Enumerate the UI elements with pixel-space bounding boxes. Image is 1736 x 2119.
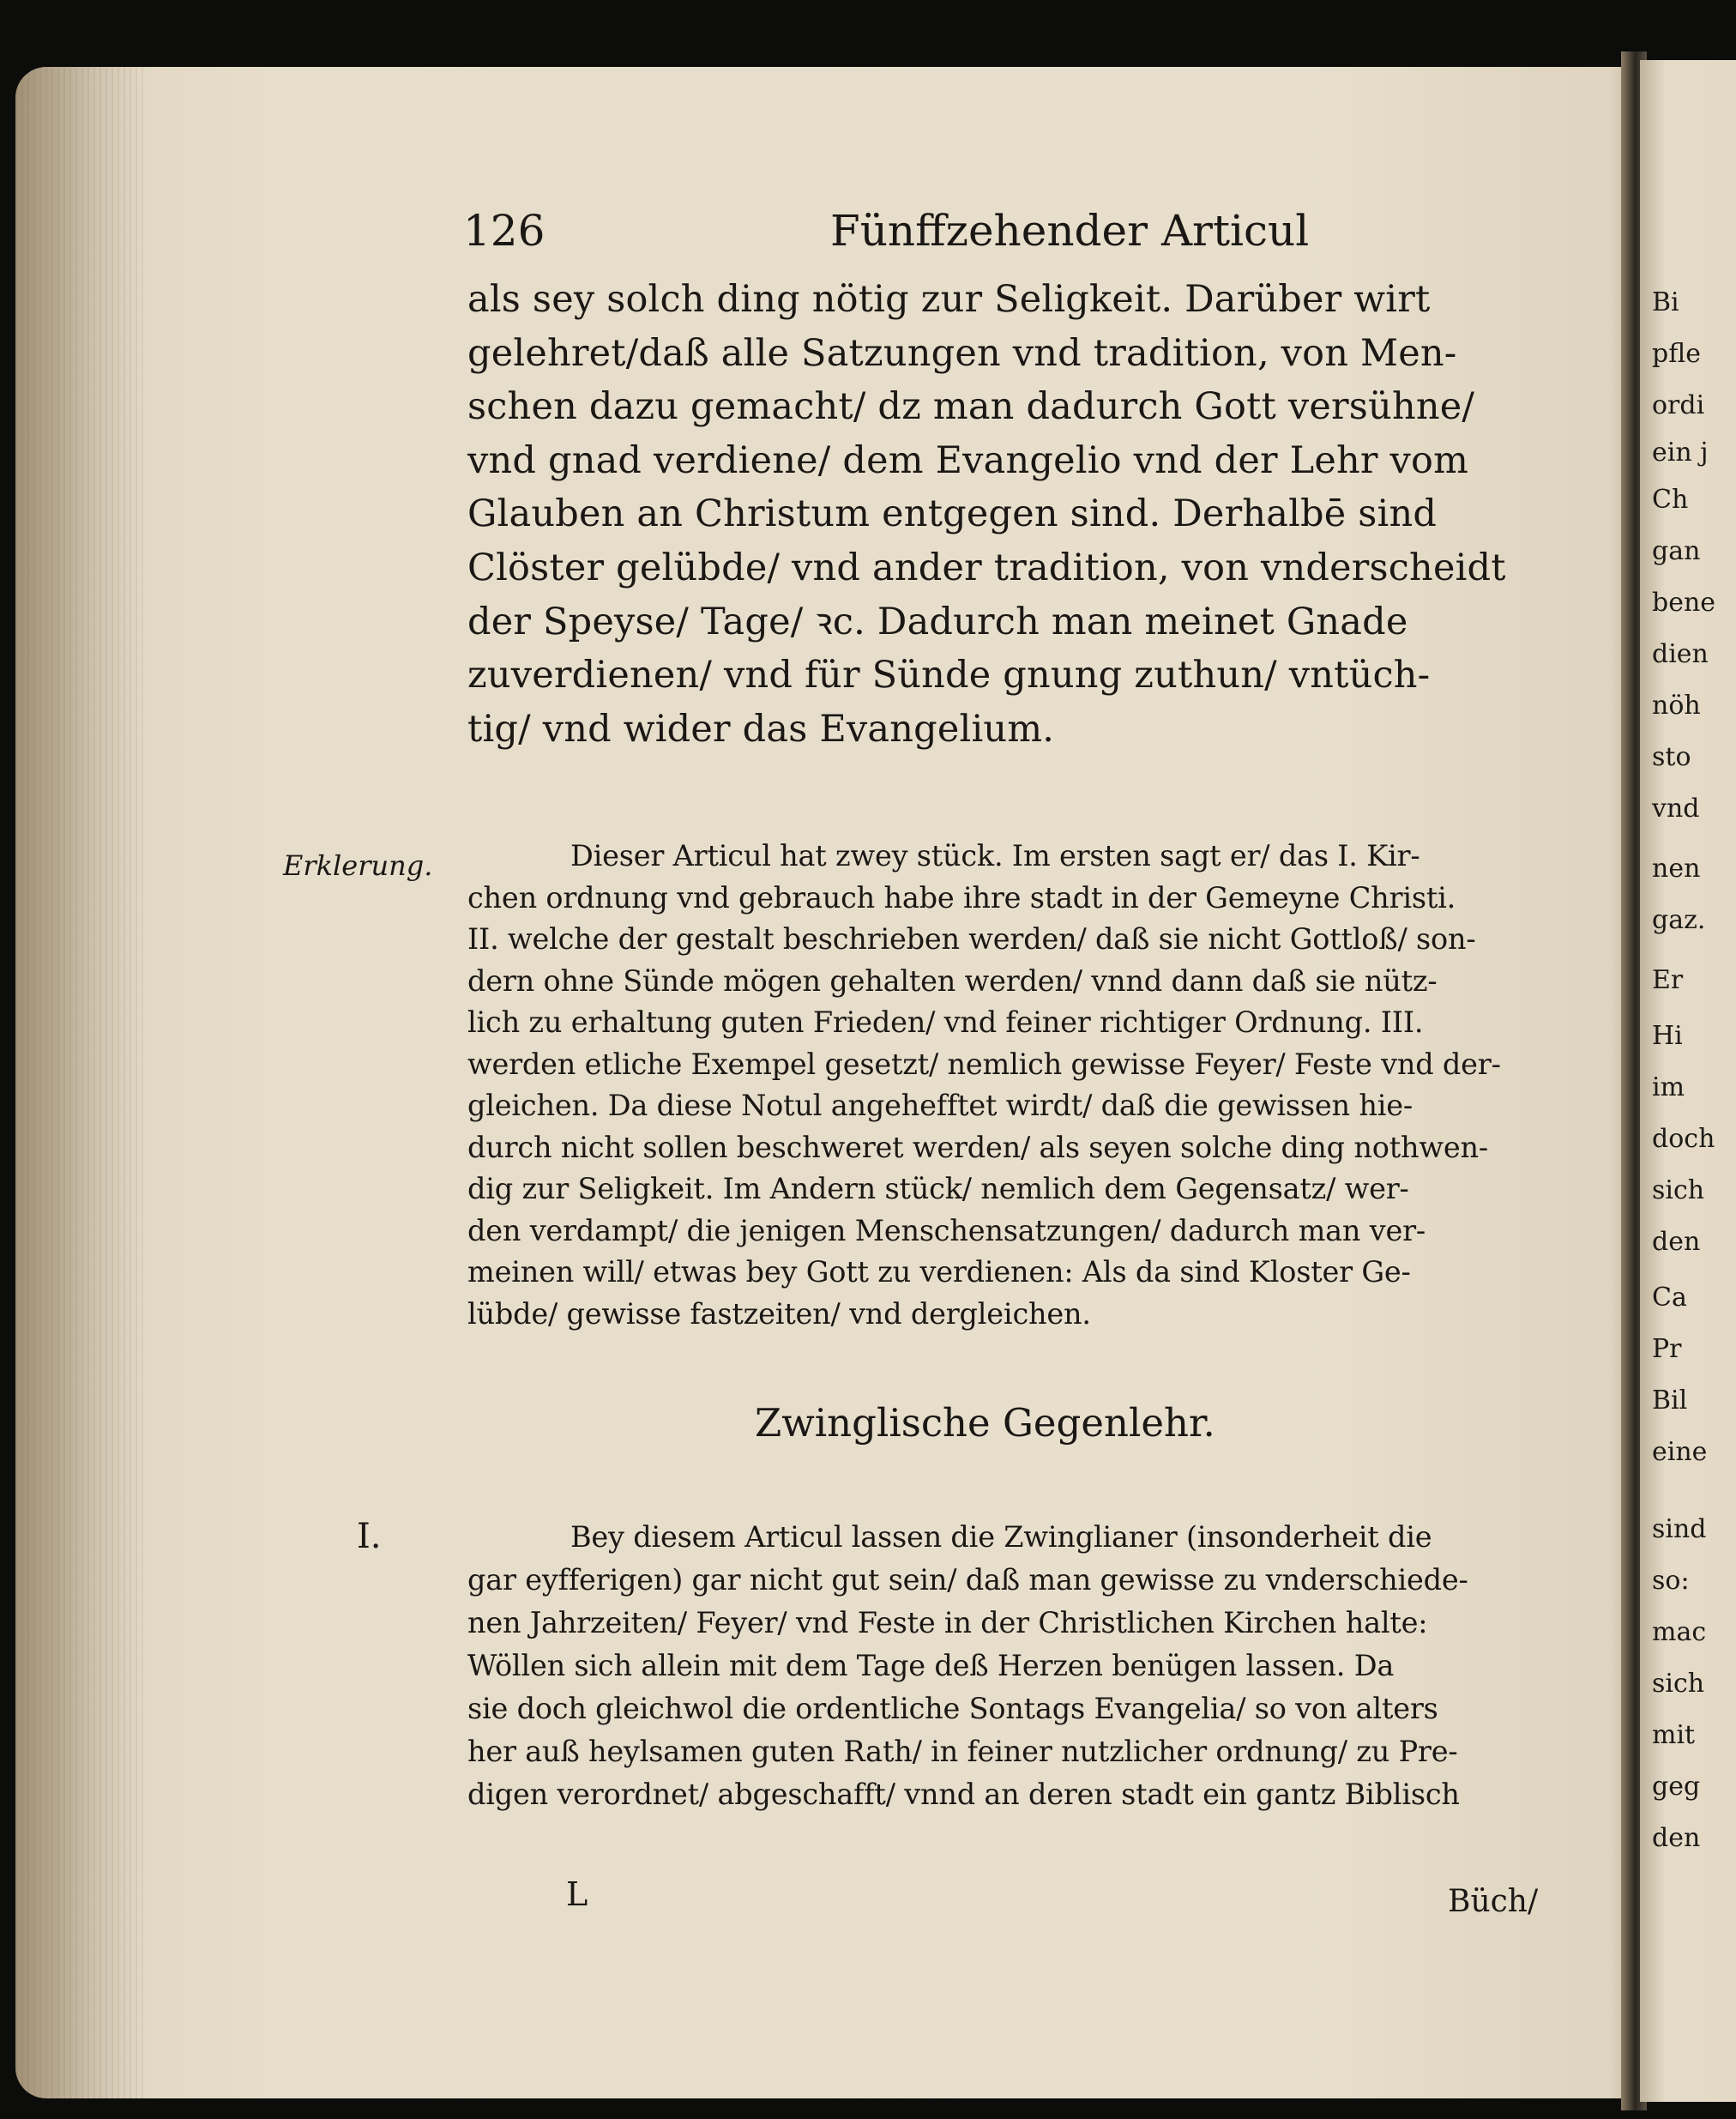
section-heading: Zwinglische Gegenlehr. [755, 1400, 1215, 1446]
main-text-line: vnd gnad verdiene/ dem Evangelio vnd der Lehr vom [467, 438, 1469, 482]
facing-page-fragment: im [1652, 1072, 1685, 1102]
explanation-line: lübde/ gewisse fastzeiten/ vnd dergleichen. [467, 1296, 1091, 1331]
facing-page-fragment: gan [1652, 536, 1701, 566]
facing-page-fragment: sind [1652, 1514, 1707, 1544]
facing-page-fragment: Bil [1652, 1386, 1688, 1416]
explanation-line: werden etliche Exempel gesetzt/ nemlich gewisse Feyer/ Feste vnd der- [467, 1047, 1501, 1081]
facing-page-fragment: mac [1652, 1617, 1707, 1647]
facing-page-fragment: so: [1652, 1566, 1690, 1596]
facing-page-fragment: sich [1652, 1669, 1705, 1699]
main-text-line: Clöster gelübde/ vnd ander tradition, von vnderscheidt [467, 546, 1506, 589]
facing-page-fragment: dien [1652, 639, 1709, 669]
section-text-line: nen Jahrzeiten/ Feyer/ vnd Feste in der Christlichen Kirchen halte: [467, 1606, 1428, 1639]
facing-page-fragment: pfle [1652, 339, 1701, 369]
explanation-line: meinen will/ etwas bey Gott zu verdienen: Als da sind Kloster Ge- [467, 1255, 1411, 1289]
facing-page-fragment: doch [1652, 1124, 1715, 1154]
explanation-line: gleichen. Da diese Notul angehefftet wirdt/ daß die gewissen hie- [467, 1089, 1414, 1122]
facing-page-fragment: Pr [1652, 1334, 1682, 1364]
facing-page-fragment: den [1652, 1823, 1701, 1853]
facing-page-fragment: geg [1652, 1772, 1701, 1802]
explanation-line: dern ohne Sünde mögen gehalten werden/ vnnd dann daß sie nütz- [467, 963, 1438, 998]
section-text-line: her auß heylsamen guten Rath/ in feiner nutzlicher ordnung/ zu Pre- [467, 1735, 1458, 1768]
page-edges [15, 67, 144, 2098]
facing-page-fragment: bene [1652, 588, 1716, 618]
explanation-line: Dieser Articul hat zwey stück. Im ersten sagt er/ das I. Kir- [570, 839, 1420, 872]
section-text-line: digen verordnet/ abgeschafft/ vnnd an deren stadt ein gantz Biblisch [467, 1778, 1460, 1811]
section-number: I. [357, 1517, 382, 1556]
main-text-line: zuverdienen/ vnd für Sünde gnung zuthun/ vntüch- [467, 654, 1431, 697]
main-text-line: schen dazu gemacht/ dz man dadurch Gott versühne/ [467, 385, 1475, 429]
facing-page-fragment: sto [1652, 742, 1691, 772]
facing-page-fragment: Er [1652, 965, 1684, 995]
main-text-line: tig/ vnd wider das Evangelium. [467, 707, 1055, 751]
section-text-line: sie doch gleichwol die ordentliche Sontags Evangelia/ so von alters [467, 1692, 1438, 1725]
catchword: Büch/ [1448, 1884, 1539, 1919]
main-text-line: als sey solch ding nötig zur Seligkeit. Darüber wirt [467, 278, 1431, 321]
facing-page-fragment: den [1652, 1227, 1701, 1257]
explanation-line: den verdampt/ die jenigen Menschensatzungen/ dadurch man ver- [467, 1213, 1426, 1247]
margin-note: Erklerung. [283, 849, 433, 882]
main-text-line: gelehret/daß alle Satzungen vnd tradition, von Men- [467, 331, 1457, 375]
explanation-line: chen ordnung vnd gebrauch habe ihre stadt in der Gemeyne Christi. [467, 880, 1456, 915]
explanation-line: durch nicht sollen beschweret werden/ als seyen solche ding nothwen- [467, 1130, 1488, 1164]
facing-page-fragment: sich [1652, 1175, 1705, 1205]
facing-page-fragment: Bi [1652, 287, 1679, 317]
explanation-line: II. welche der gestalt beschrieben werden/ daß sie nicht Gottloß/ son- [467, 922, 1476, 956]
facing-page-fragment: gaz. [1652, 905, 1706, 935]
facing-page [1640, 60, 1736, 2102]
facing-page-fragment: vnd [1652, 794, 1700, 824]
section-text-line: gar eyfferigen) gar nicht gut sein/ daß man gewisse zu vnderschiede- [467, 1563, 1468, 1597]
main-text-line: Glauben an Christum entgegen sind. Derhalbē sind [467, 492, 1438, 536]
explanation-line: dig zur Seligkeit. Im Andern stück/ nemlich dem Gegensatz/ wer- [467, 1172, 1409, 1205]
facing-page-fragment: ordi [1652, 390, 1705, 420]
facing-page-fragment: nöh [1652, 691, 1701, 721]
facing-page-fragment: Ch [1652, 485, 1689, 515]
section-text-line: Bey diesem Articul lassen die Zwinglianer (insonderheit die [570, 1520, 1432, 1554]
facing-page-fragment: ein j [1652, 438, 1709, 468]
facing-page-fragment: mit [1652, 1720, 1696, 1750]
page-number: 126 [463, 206, 546, 256]
explanation-line: lich zu erhaltung guten Frieden/ vnd feiner richtiger Ordnung. III. [467, 1005, 1424, 1039]
facing-page-fragment: nen [1652, 854, 1701, 884]
facing-page-fragment: eine [1652, 1437, 1708, 1467]
main-text-line: der Speyse/ Tage/ ꝛc. Dadurch man meinet Gnade [467, 600, 1408, 643]
signature-mark: L [566, 1875, 588, 1913]
running-title: Fünffzehender Articul [830, 206, 1310, 256]
section-text-line: Wöllen sich allein mit dem Tage deß Herzen benügen lassen. Da [467, 1649, 1395, 1682]
facing-page-fragment: Ca [1652, 1283, 1687, 1313]
facing-page-fragment: Hi [1652, 1021, 1683, 1051]
